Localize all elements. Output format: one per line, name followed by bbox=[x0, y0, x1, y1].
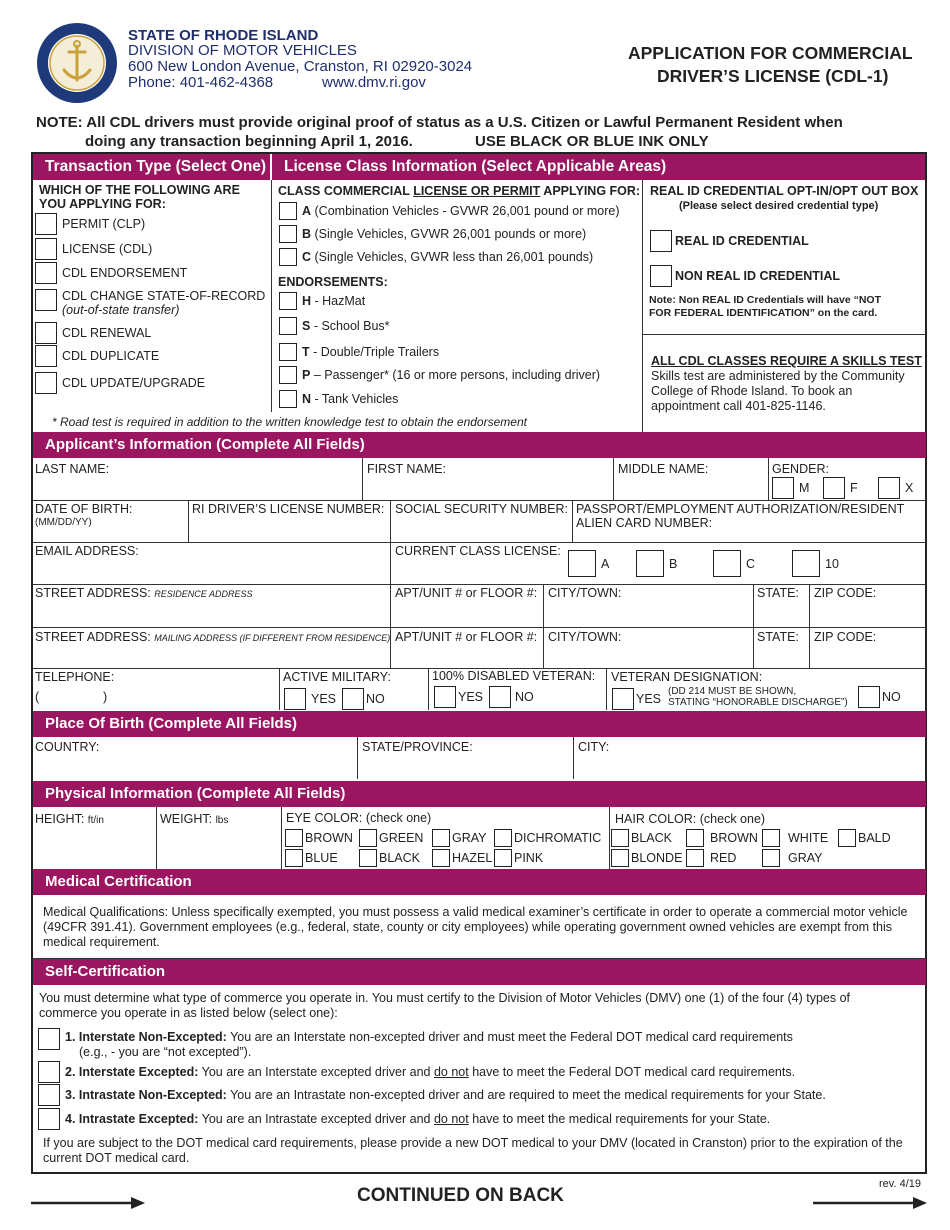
current-class-a[interactable]: A bbox=[568, 550, 609, 577]
header-website[interactable]: www.dmv.ri.gov bbox=[322, 74, 426, 91]
transaction-question: WHICH OF THE FOLLOWING ARE YOU APPLYING FOR: bbox=[39, 183, 240, 211]
endorsement-s-checkbox[interactable] bbox=[279, 317, 297, 335]
form-title-line2: DRIVER’S LICENSE (CDL-1) bbox=[657, 66, 889, 86]
eye-green[interactable]: GREEN bbox=[359, 829, 423, 847]
birth-state-label: STATE/PROVINCE: bbox=[362, 740, 473, 754]
hair-white-checkbox[interactable] bbox=[762, 829, 780, 847]
medical-header: Medical Certification bbox=[33, 869, 926, 895]
hair-bald-checkbox[interactable] bbox=[838, 829, 856, 847]
active-military-label: ACTIVE MILITARY: bbox=[283, 670, 391, 684]
header-division: DIVISION OF MOTOR VEHICLES bbox=[128, 42, 357, 59]
change-state-checkbox[interactable] bbox=[35, 289, 57, 311]
hair-blonde-checkbox[interactable] bbox=[611, 849, 629, 867]
mailing-street-label: STREET ADDRESS: MAILING ADDRESS (IF DIFFERENT FROM RESIDENCE) bbox=[35, 630, 391, 644]
license-class-header: License Class Information (Select Applicable Areas) bbox=[272, 154, 925, 180]
applicant-header: Applicant’s Information (Complete All Fields) bbox=[33, 432, 926, 458]
non-real-id-option[interactable]: NON REAL ID CREDENTIAL bbox=[650, 265, 840, 287]
gender-f-checkbox[interactable] bbox=[823, 477, 845, 499]
medical-text: Medical Qualifications: Unless specifically exempted, you must possess a valid medical examiner’s certificate in order to operate a commercial motor vehicle (49CFR 391.41). Government employees (e.g., federal, state, county or city employees) while operating government owned vehicles are exempt from this medical requirement. bbox=[43, 905, 908, 949]
veteran-yes-checkbox[interactable] bbox=[612, 688, 634, 710]
header-address: 600 New London Avenue, Cranston, RI 02920-3024 bbox=[128, 58, 473, 75]
skills-text: Skills test are administered by the Community College of Rhode Island. To book an appointment call 401-825-1146. bbox=[651, 369, 905, 413]
current-class-10-checkbox[interactable] bbox=[792, 550, 820, 577]
gender-x-checkbox[interactable] bbox=[878, 477, 900, 499]
self-cert-item-2[interactable]: 2. Interstate Excepted: You are an Interstate excepted driver and do not have to meet the Federal DOT medical card requirements. bbox=[38, 1061, 795, 1083]
eye-gray[interactable]: GRAY bbox=[432, 829, 487, 847]
endorsement-n-checkbox[interactable] bbox=[279, 390, 297, 408]
skills-title: ALL CDL CLASSES REQUIRE A SKILLS TEST bbox=[651, 354, 922, 368]
endorsement-t-checkbox[interactable] bbox=[279, 343, 297, 361]
mailing-apt-label: APT/UNIT # or FLOOR #: bbox=[395, 630, 538, 644]
mailing-city-label: CITY/TOWN: bbox=[548, 630, 622, 644]
eye-color-label: EYE COLOR: (check one) bbox=[286, 811, 432, 825]
middle-name-label: MIDDLE NAME: bbox=[618, 462, 709, 476]
residence-street-label: STREET ADDRESS: RESIDENCE ADDRESS bbox=[35, 586, 253, 600]
residence-zip-label: ZIP CODE: bbox=[814, 586, 877, 600]
hair-red[interactable]: RED bbox=[686, 849, 736, 867]
class-applying-label: CLASS COMMERCIAL LICENSE OR PERMIT APPLYING FOR: bbox=[278, 184, 641, 198]
endorsement-h[interactable]: H - HazMat bbox=[279, 292, 365, 310]
gender-label: GENDER: bbox=[772, 462, 829, 476]
endorsement-n[interactable]: N - Tank Vehicles bbox=[279, 390, 398, 408]
self-cert-item-1[interactable]: 1. Interstate Non-Excepted: You are an Interstate non-excepted driver and must meet the Federal DOT medical card requirements (e.g., - you are “not excepted”). bbox=[38, 1028, 793, 1060]
dd214-note: (DD 214 MUST BE SHOWN, STATING “HONORABLE DISCHARGE”) bbox=[668, 686, 848, 708]
txn-option-permit[interactable]: PERMIT (CLP) bbox=[35, 213, 145, 235]
eye-dichromatic[interactable]: DICHROMATIC bbox=[494, 829, 601, 847]
non-real-id-checkbox[interactable] bbox=[650, 265, 672, 287]
birth-city-label: CITY: bbox=[578, 740, 610, 754]
disabled-yes-option[interactable]: YES bbox=[434, 686, 483, 708]
hair-brown-checkbox[interactable] bbox=[686, 829, 704, 847]
class-a-option[interactable]: A (Combination Vehicles - GVWR 26,001 pound or more) bbox=[279, 202, 620, 220]
left-arrow-icon bbox=[31, 1196, 146, 1213]
real-id-note: Note: Non REAL ID Credentials will have “NOT FOR FEDERAL IDENTIFICATION” on the card. bbox=[649, 294, 882, 319]
current-class-label: CURRENT CLASS LICENSE: bbox=[395, 544, 561, 558]
eye-dichromatic-checkbox[interactable] bbox=[494, 829, 512, 847]
current-class-c-checkbox[interactable] bbox=[713, 550, 741, 577]
current-class-b[interactable]: B bbox=[636, 550, 677, 577]
gender-f-option[interactable]: F bbox=[823, 477, 858, 499]
self-cert-intro: You must determine what type of commerce you operate in. You must certify to the Division of Motor Vehicles (DMV) one (1) of the four (4) types of commerce you operate in as listed below (select one): bbox=[39, 991, 851, 1020]
eye-pink-checkbox[interactable] bbox=[494, 849, 512, 867]
military-yes-option[interactable]: YES bbox=[284, 688, 336, 710]
mailing-state-label: STATE: bbox=[757, 630, 799, 644]
hair-black-checkbox[interactable] bbox=[611, 829, 629, 847]
residence-state-label: STATE: bbox=[757, 586, 799, 600]
tel-paren-open: ( bbox=[35, 690, 40, 704]
current-class-a-checkbox[interactable] bbox=[568, 550, 596, 577]
eye-blue-checkbox[interactable] bbox=[285, 849, 303, 867]
interstate-excepted-checkbox[interactable] bbox=[38, 1061, 60, 1083]
self-cert-item-3[interactable]: 3. Intrastate Non-Excepted: You are an Intrastate non-excepted driver and are required to meet the medical requirements for your State. bbox=[38, 1084, 826, 1106]
revision-label: rev. 4/19 bbox=[879, 1178, 921, 1190]
endorsement-h-checkbox[interactable] bbox=[279, 292, 297, 310]
txn-option-change-state[interactable]: CDL CHANGE STATE-OF-RECORD (out-of-state transfer) bbox=[35, 289, 265, 317]
birth-country-label: COUNTRY: bbox=[35, 740, 100, 754]
road-test-note: * Road test is required in addition to the written knowledge test to obtain the endorsement bbox=[52, 415, 527, 429]
current-class-10[interactable]: 10 bbox=[792, 550, 839, 577]
endorsement-t[interactable]: T - Double/Triple Trailers bbox=[279, 343, 439, 361]
email-label: EMAIL ADDRESS: bbox=[35, 544, 139, 558]
eye-brown-checkbox[interactable] bbox=[285, 829, 303, 847]
dob-format: (MM/DD/YY) bbox=[35, 517, 92, 528]
passport-label-1: PASSPORT/EMPLOYMENT AUTHORIZATION/RESIDENT bbox=[576, 502, 905, 516]
veteran-no-checkbox[interactable] bbox=[858, 686, 880, 708]
license-checkbox[interactable] bbox=[35, 238, 57, 260]
endorsement-checkbox[interactable] bbox=[35, 262, 57, 284]
current-class-b-checkbox[interactable] bbox=[636, 550, 664, 577]
eye-gray-checkbox[interactable] bbox=[432, 829, 450, 847]
hair-blonde[interactable]: BLONDE bbox=[611, 849, 682, 867]
class-c-option[interactable]: C (Single Vehicles, GVWR less than 26,001 pounds) bbox=[279, 248, 593, 266]
disabled-veteran-label: 100% DISABLED VETERAN: bbox=[432, 669, 596, 683]
class-b-checkbox[interactable] bbox=[279, 225, 297, 243]
endorsement-s[interactable]: S - School Bus* bbox=[279, 317, 390, 335]
intrastate-excepted-checkbox[interactable] bbox=[38, 1108, 60, 1130]
disabled-no-option[interactable]: NO bbox=[489, 686, 534, 708]
veteran-designation-label: VETERAN DESIGNATION: bbox=[611, 670, 763, 684]
gender-x-option[interactable]: X bbox=[878, 477, 913, 499]
self-cert-item-4[interactable]: 4. Intrastate Excepted: You are an Intrastate excepted driver and do not have to meet the medical requirements for your State. bbox=[38, 1108, 770, 1130]
disabled-no-checkbox[interactable] bbox=[489, 686, 511, 708]
hair-color-label: HAIR COLOR: (check one) bbox=[615, 812, 766, 826]
right-arrow-icon bbox=[813, 1196, 928, 1213]
eye-black[interactable]: BLACK bbox=[359, 849, 420, 867]
military-yes-checkbox[interactable] bbox=[284, 688, 306, 710]
gender-m-option[interactable]: M bbox=[772, 477, 809, 499]
passport-label-2: ALIEN CARD NUMBER: bbox=[576, 516, 713, 530]
txn-option-duplicate[interactable]: CDL DUPLICATE bbox=[35, 345, 159, 367]
dob-label: DATE OF BIRTH: bbox=[35, 502, 133, 516]
eye-pink[interactable]: PINK bbox=[494, 849, 543, 867]
hair-bald[interactable]: BALD bbox=[838, 829, 891, 847]
residence-apt-label: APT/UNIT # or FLOOR #: bbox=[395, 586, 538, 600]
txn-option-renewal[interactable]: CDL RENEWAL bbox=[35, 322, 151, 344]
hair-brown[interactable]: BROWN bbox=[686, 829, 758, 847]
form-title-line1: APPLICATION FOR COMMERCIAL bbox=[628, 43, 913, 63]
disabled-yes-checkbox[interactable] bbox=[434, 686, 456, 708]
eye-hazel[interactable]: HAZEL bbox=[432, 849, 492, 867]
continued-on-back: CONTINUED ON BACK bbox=[357, 1185, 564, 1206]
txn-option-update[interactable]: CDL UPDATE/UPGRADE bbox=[35, 372, 205, 394]
mailing-zip-label: ZIP CODE: bbox=[814, 630, 877, 644]
real-id-checkbox[interactable] bbox=[650, 230, 672, 252]
class-a-checkbox[interactable] bbox=[279, 202, 297, 220]
residence-city-label: CITY/TOWN: bbox=[548, 586, 622, 600]
self-cert-header: Self-Certification bbox=[33, 959, 926, 985]
telephone-label: TELEPHONE: bbox=[35, 670, 115, 684]
hair-white[interactable]: WHITE bbox=[762, 829, 828, 847]
state-seal bbox=[36, 22, 118, 104]
eye-black-checkbox[interactable] bbox=[359, 849, 377, 867]
endorsements-label: ENDORSEMENTS: bbox=[278, 275, 388, 289]
ssn-label: SOCIAL SECURITY NUMBER: bbox=[395, 502, 568, 516]
self-cert-footer: If you are subject to the DOT medical card requirements, please provide a new DOT medical to your DMV (located in Cranston) prior to the expiration of the current DOT medical card. bbox=[43, 1136, 903, 1165]
class-b-option[interactable]: B (Single Vehicles, GVWR 26,001 pounds or more) bbox=[279, 225, 586, 243]
intrastate-non-excepted-checkbox[interactable] bbox=[38, 1084, 60, 1106]
last-name-label: LAST NAME: bbox=[35, 462, 110, 476]
header-phone: Phone: 401-462-4368 bbox=[128, 74, 274, 91]
update-checkbox[interactable] bbox=[35, 372, 57, 394]
eye-blue[interactable]: BLUE bbox=[285, 849, 338, 867]
height-label: HEIGHT: ft/in bbox=[35, 812, 104, 826]
transaction-type-header: Transaction Type (Select One) bbox=[33, 154, 270, 180]
note-line2: doing any transaction beginning April 1, 2016. bbox=[85, 133, 413, 150]
eye-green-checkbox[interactable] bbox=[359, 829, 377, 847]
ink-note: USE BLACK OR BLUE INK ONLY bbox=[475, 133, 709, 150]
duplicate-checkbox[interactable] bbox=[35, 345, 57, 367]
header-state: STATE OF RHODE ISLAND bbox=[128, 27, 319, 44]
hair-gray[interactable]: GRAY bbox=[762, 849, 823, 867]
veteran-no-option[interactable]: NO bbox=[858, 686, 901, 708]
military-no-checkbox[interactable] bbox=[342, 688, 364, 710]
eye-brown[interactable]: BROWN bbox=[285, 829, 353, 847]
military-no-option[interactable]: NO bbox=[342, 688, 385, 710]
real-id-option[interactable]: REAL ID CREDENTIAL bbox=[650, 230, 809, 252]
tel-paren-close: ) bbox=[103, 690, 108, 704]
gender-m-checkbox[interactable] bbox=[772, 477, 794, 499]
real-id-subtitle: (Please select desired credential type) bbox=[679, 200, 879, 212]
permit-checkbox[interactable] bbox=[35, 213, 57, 235]
class-c-checkbox[interactable] bbox=[279, 248, 297, 266]
eye-hazel-checkbox[interactable] bbox=[432, 849, 450, 867]
interstate-non-excepted-checkbox[interactable] bbox=[38, 1028, 60, 1050]
ri-license-label: RI DRIVER’S LICENSE NUMBER: bbox=[192, 502, 385, 516]
real-id-title: REAL ID CREDENTIAL OPT-IN/OPT OUT BOX bbox=[650, 184, 919, 198]
hair-red-checkbox[interactable] bbox=[686, 849, 704, 867]
weight-label: WEIGHT: lbs bbox=[160, 812, 229, 826]
endorsement-p-checkbox[interactable] bbox=[279, 366, 297, 384]
first-name-label: FIRST NAME: bbox=[367, 462, 446, 476]
txn-option-license[interactable]: LICENSE (CDL) bbox=[35, 238, 152, 260]
renewal-checkbox[interactable] bbox=[35, 322, 57, 344]
physical-header: Physical Information (Complete All Fields) bbox=[33, 781, 926, 807]
txn-option-endorsement[interactable]: CDL ENDORSEMENT bbox=[35, 262, 187, 284]
current-class-c[interactable]: C bbox=[713, 550, 755, 577]
hair-gray-checkbox[interactable] bbox=[762, 849, 780, 867]
birth-header: Place Of Birth (Complete All Fields) bbox=[33, 711, 926, 737]
endorsement-p[interactable]: P – Passenger* (16 or more persons, including driver) bbox=[279, 366, 600, 384]
note-line1: NOTE: All CDL drivers must provide original proof of status as a U.S. Citizen or Lawful Permanent Resident when bbox=[36, 114, 843, 131]
hair-black[interactable]: BLACK bbox=[611, 829, 672, 847]
veteran-yes-option[interactable]: YES bbox=[612, 688, 661, 710]
